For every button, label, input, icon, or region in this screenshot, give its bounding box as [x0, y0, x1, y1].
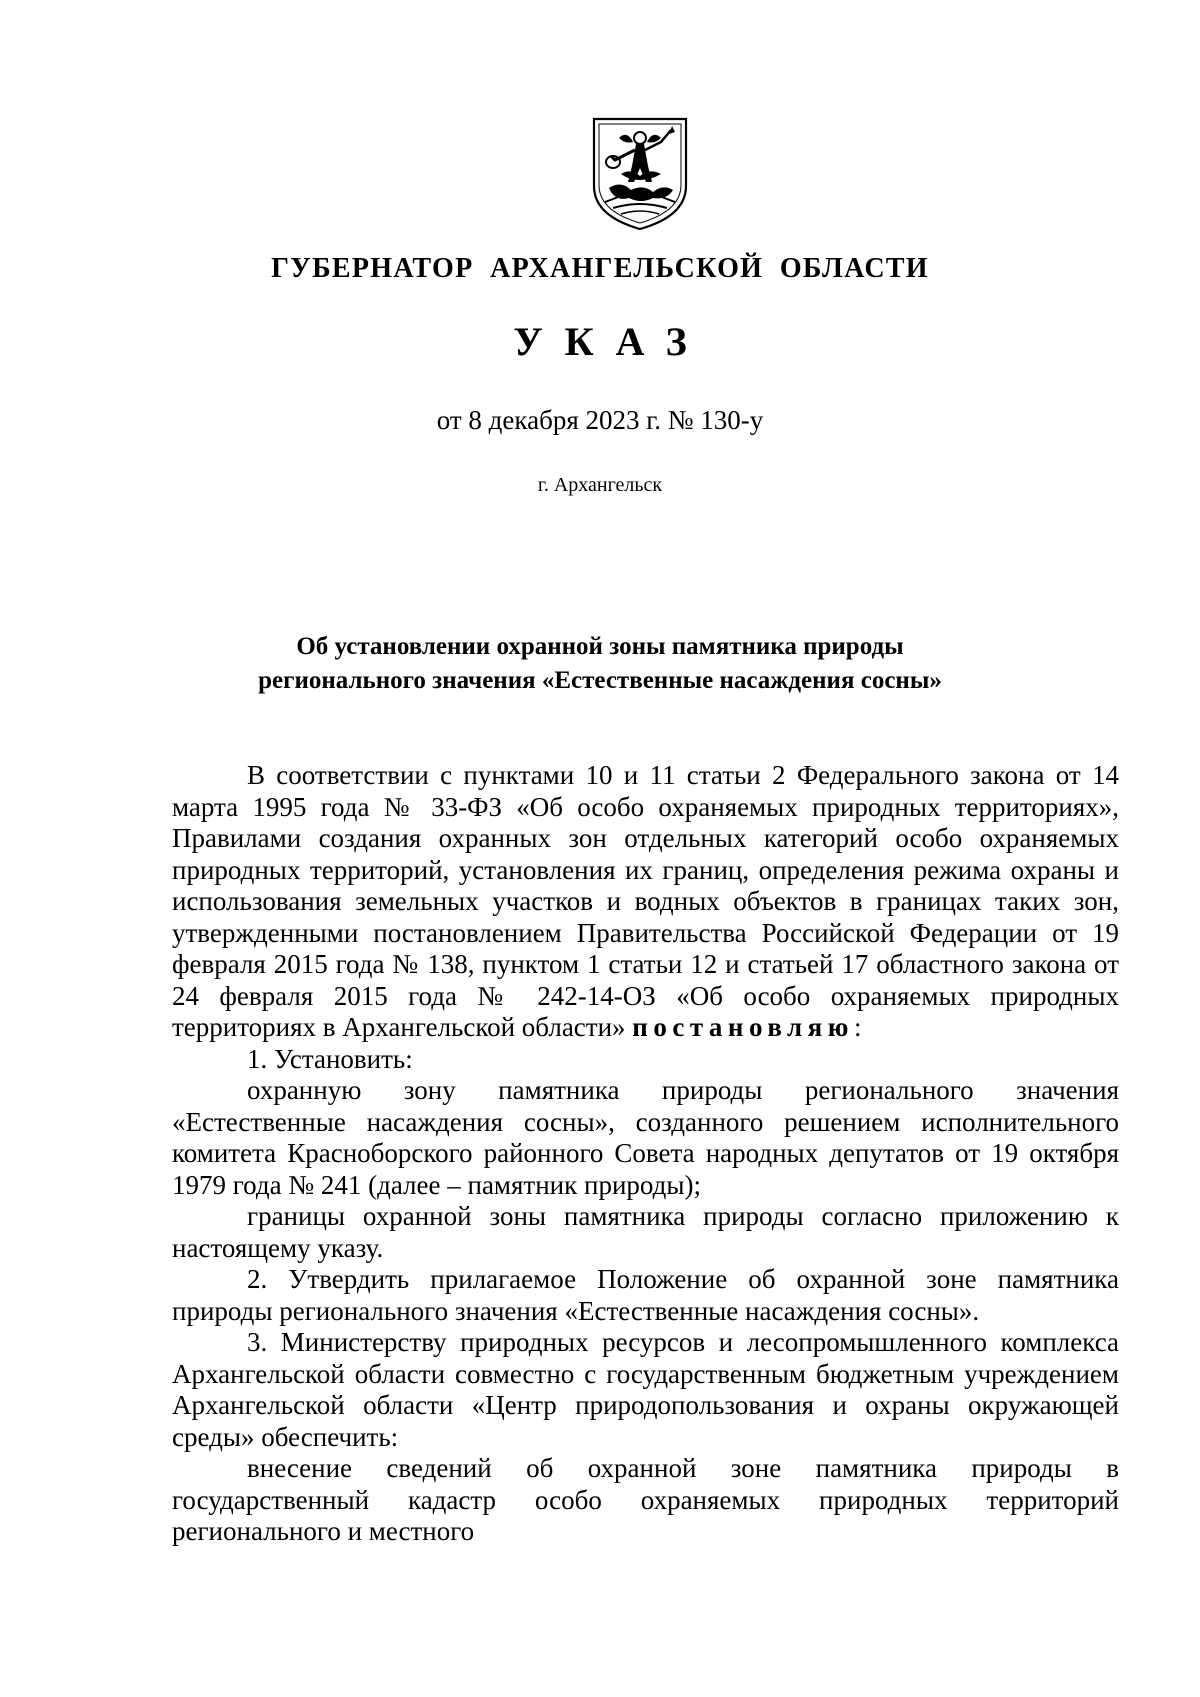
clause-1-item-b: границы охранной зоны памятника природы согласно приложению к настоящему указу.	[172, 1201, 1119, 1263]
coat-of-arms-icon	[591, 116, 689, 232]
document-date-number: от 8 декабря 2023 г. № 130-у	[436, 405, 764, 435]
document-title-line-1: Об установлении охранной зоны памятника природы	[296, 633, 904, 660]
clause-1-heading: 1. Установить:	[247, 1043, 413, 1074]
document-title	[0, 630, 1200, 698]
clause-3: 3. Министерству природных ресурсов и лесопромышленного комплекса Архангельской области совместно с государственным бюджетным учреждением Архангельской области «Центр природопользования и охраны окружающей среды» обеспечить:	[172, 1327, 1119, 1452]
clause-2: 2. Утвердить прилагаемое Положение об охранной зоне памятника природы регионального значения «Естественные насаждения сосны».	[172, 1264, 1119, 1326]
document-title-line-2: регионального значения «Естественные насаждения сосны»	[258, 667, 942, 694]
clause-1-item-a: охранную зону памятника природы регионального значения «Естественные насаждения сосны», созданного решением исполнительного комитета Красноборского районного Совета народных депутатов от 19 октября 1979 года № 241 (далее – памятник природы);	[172, 1075, 1119, 1200]
issuing-authority: ГУБЕРНАТОР АРХАНГЕЛЬСКОЙ ОБЛАСТИ	[271, 253, 929, 284]
preamble-text: В соответствии с пунктами 10 и 11 статьи 2 Федерального закона от 14 марта 1995 года № 33-ФЗ «Об особо охраняемых природных территориях», Правилами создания охранных зон отдельных категорий особо охраняемых природных территорий, установления их границ, определения режима охраны и использования земельных участков и водных объектов в границах таких зон, утвержденными постановлением Правительства Российской Федерации от 19 февраля 2015 года № 138, пунктом 1 статьи 12 и статьей 17 областного закона от 24 февраля 2015 года № 242-14-ОЗ «Об особо охраняемых природных территориях в Архангельской области»	[172, 760, 1119, 1042]
decree-colon: :	[853, 1012, 862, 1042]
clause-3-item-a: внесение сведений об охранной зоне памятника природы в государственный кадастр особо охраняемых природных территорий регионального и местного	[172, 1453, 1119, 1546]
document-body	[172, 760, 1119, 1548]
document-type: УКАЗ	[513, 319, 709, 364]
decree-word: постановляю	[632, 1012, 854, 1042]
document-city: г. Архангельск	[537, 474, 663, 496]
preamble-paragraph	[172, 760, 1119, 1044]
